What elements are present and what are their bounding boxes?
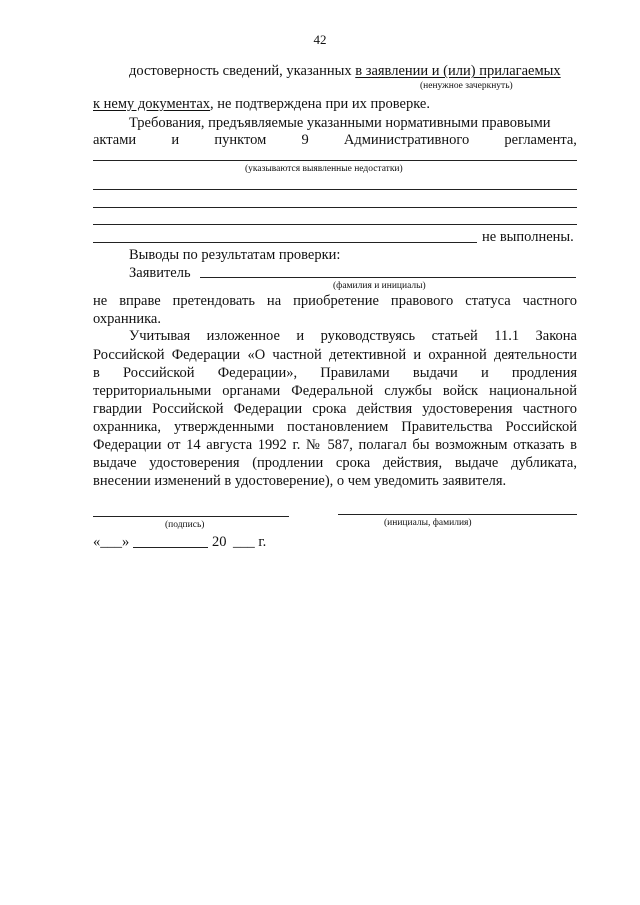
date-suffix: ___ г. bbox=[233, 534, 267, 550]
req-word: 9 bbox=[301, 132, 309, 148]
applicant-name-line bbox=[200, 277, 576, 278]
req-word: пунктом bbox=[214, 132, 267, 148]
caption-signature: (подпись) bbox=[165, 520, 205, 530]
consideration-line: охранника, утвержденными постановлением Правительства Российской bbox=[93, 419, 577, 435]
intro-underlined-2: к нему документах bbox=[93, 96, 211, 112]
consideration-line: выдаче удостоверения (продлении срока действия, выдаче дубликата, bbox=[93, 455, 577, 471]
consideration-line: в Российской Федерации», Правилами выдачи и продления bbox=[93, 365, 577, 381]
not-fulfilled-text: не выполнены. bbox=[482, 229, 574, 245]
blank-line-shortcomings-5 bbox=[93, 242, 477, 243]
consideration-line: Федерации от 14 августа 1992 г. № 587, полагал бы возможным отказать в bbox=[93, 437, 577, 453]
req-word: актами bbox=[93, 132, 137, 148]
intro-underlined-1: в заявлении и (или) прилагаемых bbox=[355, 63, 561, 79]
req-word: и bbox=[171, 132, 180, 148]
req-word: Административного bbox=[343, 132, 470, 148]
blank-line-shortcomings-3 bbox=[93, 207, 577, 208]
signature-line bbox=[93, 516, 289, 517]
date-year-prefix: 20 bbox=[212, 534, 227, 550]
blank-line-shortcomings-1 bbox=[93, 160, 577, 161]
initials-line bbox=[338, 514, 577, 515]
intro-prefix: достоверность сведений, указанных bbox=[129, 63, 356, 79]
conclusion-text-line-1: не вправе претендовать на приобретение правового статуса частного bbox=[93, 293, 577, 309]
caption-shortcomings: (указываются выявленные недостатки) bbox=[245, 164, 403, 174]
conclusions-heading: Выводы по результатам проверки: bbox=[129, 247, 341, 263]
caption-name: (фамилия и инициалы) bbox=[333, 281, 426, 291]
consideration-line: территориальными органами Федеральной службы войск национальной bbox=[93, 383, 577, 399]
conclusion-text-line-2: охранника. bbox=[93, 311, 161, 327]
consideration-line: Российской Федерации «О частной детективной и охранной деятельности bbox=[93, 347, 577, 363]
requirements-line-1: Требования, предъявляемые указанными нормативными правовыми bbox=[129, 115, 551, 131]
date-day: «___» bbox=[93, 534, 130, 550]
blank-line-shortcomings-4 bbox=[93, 224, 577, 225]
consideration-line: гвардии Российской Федерации срока действия удостоверения частного bbox=[93, 401, 577, 417]
intro-line-1 bbox=[129, 62, 561, 80]
applicant-label: Заявитель bbox=[129, 265, 191, 281]
date-month-line bbox=[133, 547, 208, 548]
intro-line-2 bbox=[93, 95, 430, 113]
req-word: регламента, bbox=[504, 132, 577, 148]
requirements-line-2 bbox=[93, 131, 577, 149]
consideration-line: Учитывая изложенное и руководствуясь статьей 11.1 Закона bbox=[129, 328, 577, 344]
blank-line-shortcomings-2 bbox=[93, 189, 577, 190]
page-number: 42 bbox=[313, 32, 327, 47]
consideration-last-line: внесении изменений в удостоверение), о чем уведомить заявителя. bbox=[93, 473, 507, 489]
strike-note: (ненужное зачеркнуть) bbox=[420, 81, 513, 91]
intro-suffix: , не подтверждена при их проверке. bbox=[210, 96, 430, 112]
caption-initials: (инициалы, фамилия) bbox=[384, 518, 472, 528]
